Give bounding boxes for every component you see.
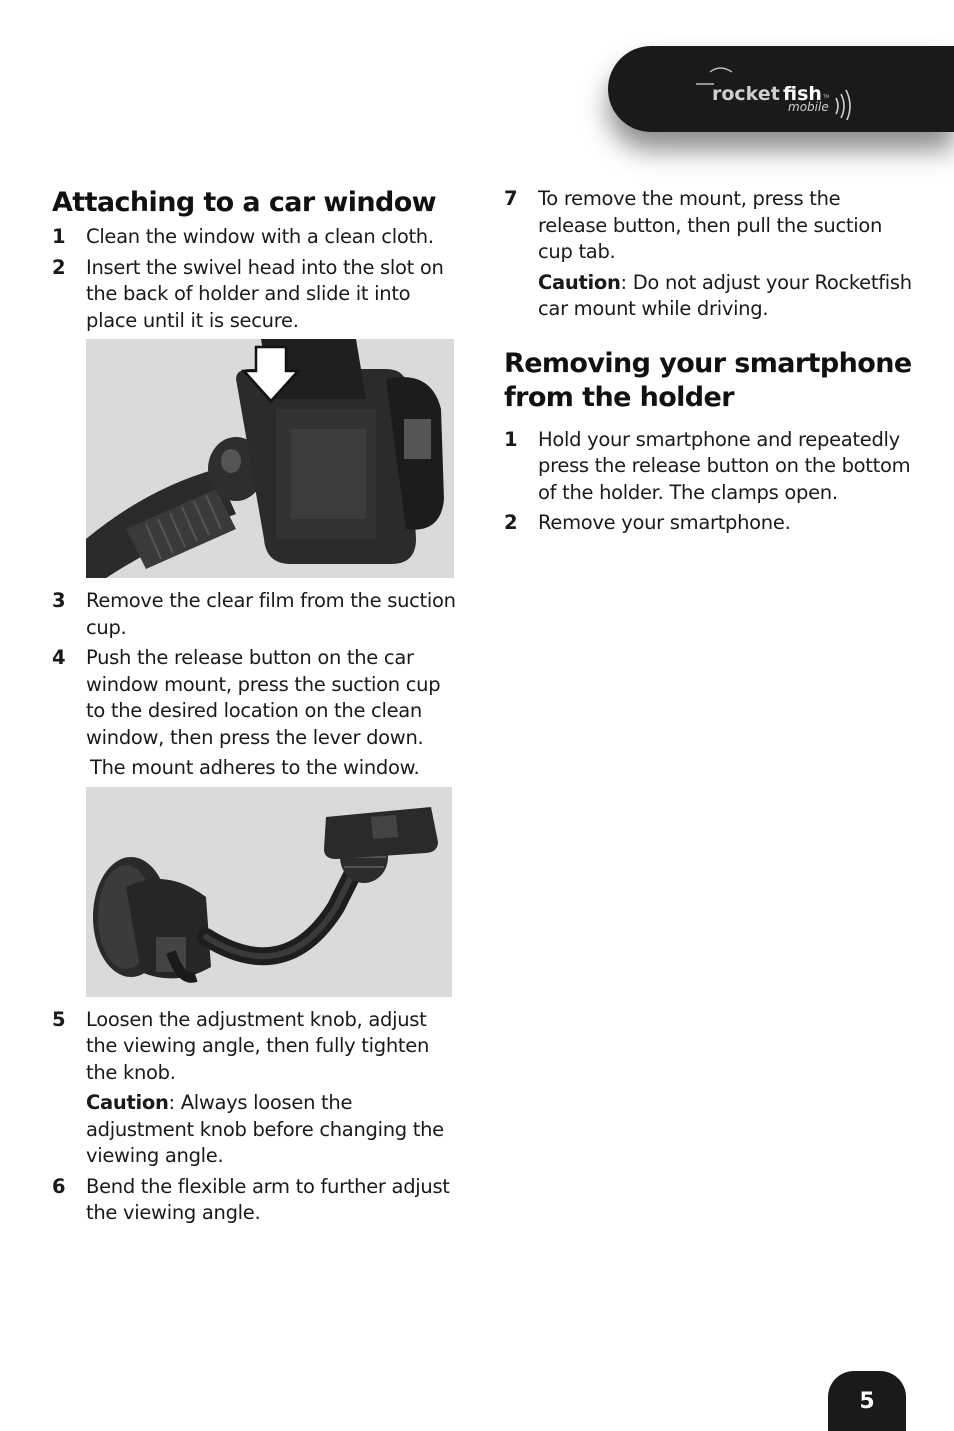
caution-note [504, 270, 914, 323]
holder-swivel-illustration [86, 339, 454, 578]
logo-text-mobile: mobile [788, 100, 829, 114]
caution-text: : Always loosen the adjustment knob before changing the viewing angle. [86, 1091, 444, 1167]
step-item [52, 1007, 456, 1087]
step-text: Loosen the adjustment knob, adjust the viewing angle, then fully tighten the knob. [86, 1007, 430, 1084]
step-text: To remove the mount, press the release button, then pull the suction cup tab. [538, 187, 883, 263]
signal-wave-icon [836, 98, 838, 114]
step-item [52, 588, 456, 641]
logo-text-fish: fish [783, 83, 822, 105]
caution-text: : Do not adjust your Rocketfish car mount while driving. [538, 270, 912, 320]
section-heading-attaching: Attaching to a car window [52, 187, 437, 218]
step-text: Insert the swivel head into the slot on the back of holder and slide it into place until it is secure. [86, 255, 444, 332]
step-item [52, 255, 456, 335]
step-number: 7 [504, 187, 518, 210]
caution-label: Caution [538, 270, 621, 294]
step-number: 2 [504, 511, 518, 534]
step-number: 5 [52, 1007, 66, 1031]
brand-header-band [608, 46, 954, 132]
rocketfish-mobile-logo [692, 60, 872, 120]
step-text: Bend the flexible arm to further adjust the viewing angle. [86, 1174, 450, 1224]
step-item [52, 224, 456, 251]
step-number: 1 [504, 427, 518, 451]
step-item [504, 510, 914, 537]
step-number: 3 [52, 589, 66, 612]
page-number: 5 [828, 1371, 906, 1431]
step-number: 1 [52, 225, 66, 248]
left-column [52, 186, 456, 1227]
caution-note [52, 1090, 456, 1170]
step-text: Push the release button on the car window mount, press the suction cup to the desired location on the clean window, then press the lever down. [86, 646, 441, 749]
step-text: Remove the clear film from the suction cup. [86, 589, 456, 639]
step-note: The mount adheres to the window. [90, 756, 420, 779]
caution-label: Caution [86, 1091, 169, 1114]
step-number: 4 [52, 646, 66, 669]
logo-text-rocket: rocket [712, 83, 780, 105]
step-number: 2 [52, 255, 66, 279]
step-text: Remove your smartphone. [538, 511, 791, 534]
step-item [52, 1174, 456, 1227]
step-item [504, 186, 914, 266]
section-heading-removing: Removing your smartphone from the holder [504, 347, 912, 413]
right-column [504, 186, 914, 537]
step-item [52, 645, 456, 751]
step-item [504, 427, 914, 507]
step-text: Clean the window with a clean cloth. [86, 225, 434, 248]
step-number: 6 [52, 1174, 66, 1198]
suction-mount-illustration [86, 787, 452, 997]
logo-tm: TM [823, 94, 829, 99]
step-text: Hold your smartphone and repeatedly press the release button on the bottom of the holder. The clamps open. [538, 427, 911, 504]
